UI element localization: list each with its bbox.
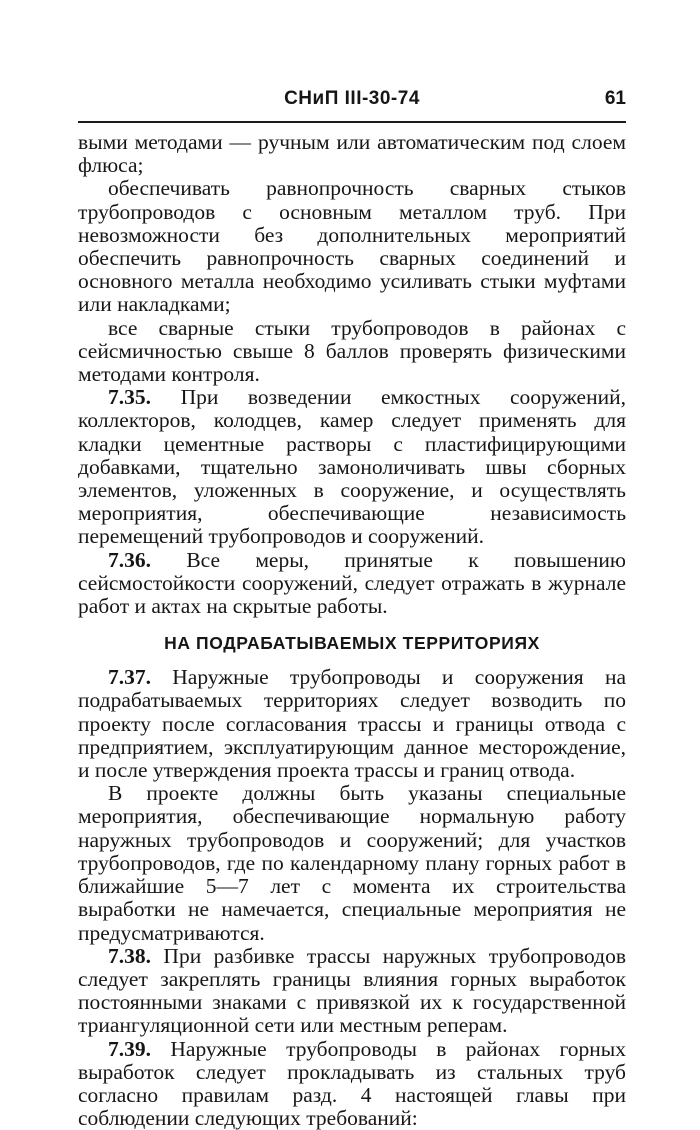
clause-7-39 bbox=[78, 1038, 626, 1130]
paragraph-list-item bbox=[78, 177, 626, 316]
clause-text: Все меры, принятые к повышению сейсмостойкости сооружений, следует отражать в журнале работ и актах на скрытые работы. bbox=[78, 547, 626, 619]
clause-7-38 bbox=[78, 945, 626, 1038]
standard-code: СНиП III-30-74 bbox=[284, 88, 420, 109]
clause-7-36 bbox=[78, 549, 626, 619]
clause-number: 7.39. bbox=[108, 1036, 151, 1061]
paragraph-text: В проекте должны быть указаны специальные мероприятия, обеспечивающие нормальную работу наружных трубопроводов и сооружений; для участков трубопроводов, где по календарному плану горных работ в ближайшие 5—7 лет с момента их строительства выработки не намечается, специальные мероприятия не предусматриваются. bbox=[78, 781, 626, 945]
clause-number: 7.37. bbox=[108, 665, 151, 690]
paragraph-continuation bbox=[78, 131, 626, 177]
clause-text: Наружные трубопроводы в районах горных выработок следует прокладывать из стальных труб согласно правилам разд. 4 настоящей главы при соблюдении следующих требований: bbox=[78, 1036, 626, 1130]
clause-text: При возведении емкостных сооружений, коллекторов, колодцев, камер следует применять для кладки цементные растворы с пластифицирующими добавками, тщательно замоноличивать швы сборных элементов, уложенных в сооружение, и осуществлять мероприятия, обеспечивающие независимость перемещений трубопроводов и сооружений. bbox=[78, 385, 626, 549]
paragraph-text: все сварные стыки трубопроводов в районах с сейсмичностью свыше 8 баллов проверять физическими методами контроля. bbox=[78, 315, 626, 387]
clause-number: 7.36. bbox=[108, 547, 151, 572]
document-body bbox=[78, 131, 626, 1130]
paragraph-text: выми методами — ручным или автоматическим под слоем флюса; bbox=[78, 130, 626, 178]
page-header bbox=[78, 88, 626, 114]
clause-text: При разбивке трассы наружных трубопроводов следует закреплять границы влияния горных выработок постоянными знаками с привязкой их к государственной триангуляционной сети или местным реперам. bbox=[78, 943, 626, 1038]
page-number: 61 bbox=[604, 88, 626, 109]
clause-text: Наружные трубопроводы и сооружения на подрабатываемых территориях следует возводить по проекту после согласования трассы и границы отвода с предприятием, эксплуатирующим данное месторождение, и после утверждения проекта трассы и границ отвода. bbox=[78, 665, 626, 783]
paragraph-text: обеспечивать равнопрочность сварных стыков трубопроводов с основным металлом труб. При невозможности без дополнительных мероприятий обеспечить равнопрочность сварных соединений и основного металла необходимо усиливать стыки муфтами или накладками; bbox=[78, 176, 626, 317]
section-heading: НА ПОДРАБАТЫВАЕМЫХ ТЕРРИТОРИЯХ bbox=[164, 633, 540, 654]
clause-number: 7.38. bbox=[108, 943, 151, 968]
clause-7-35 bbox=[78, 386, 626, 548]
header-rule bbox=[78, 121, 626, 123]
clause-number: 7.35. bbox=[108, 385, 151, 410]
clause-7-37 bbox=[78, 666, 626, 782]
paragraph-list-item bbox=[78, 317, 626, 387]
paragraph bbox=[78, 782, 626, 944]
